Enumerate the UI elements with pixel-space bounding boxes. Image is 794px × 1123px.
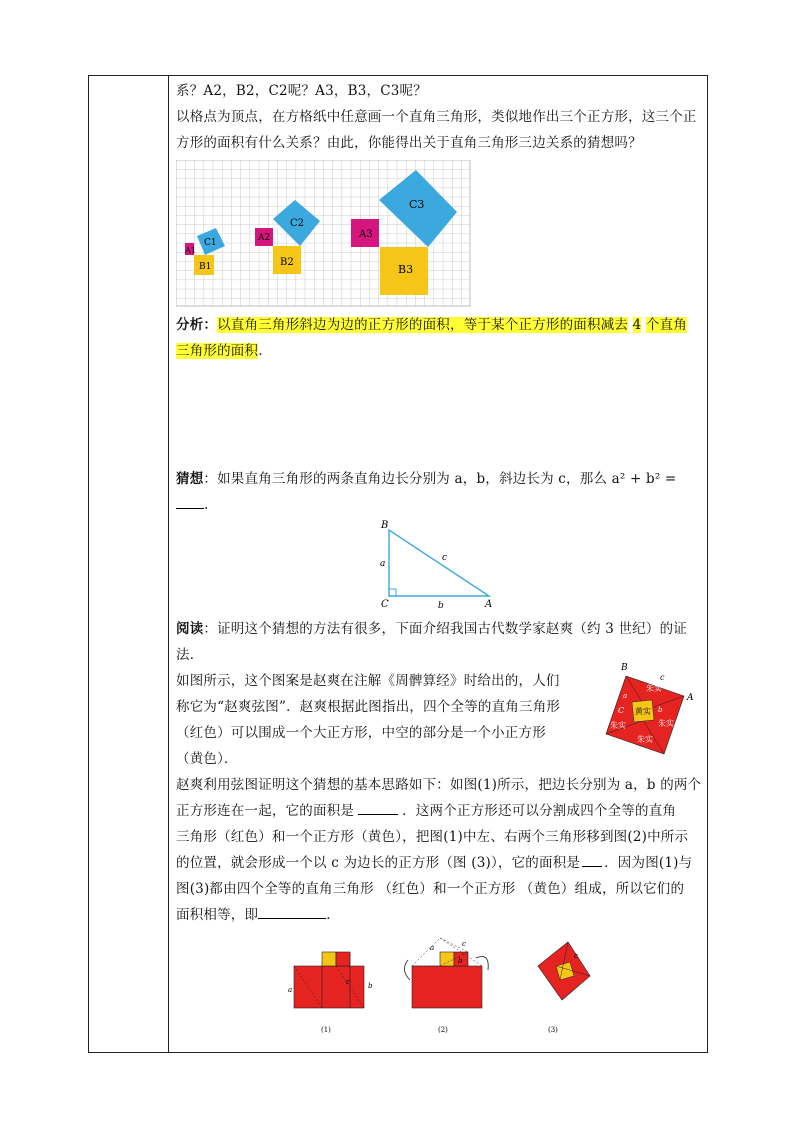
label-c1: C1 xyxy=(204,238,217,248)
guess-blank[interactable] xyxy=(176,494,204,509)
xian-side-b: b xyxy=(658,706,663,714)
proof-figures xyxy=(176,936,704,1036)
intro-line-2: 称它为“赵爽弦图”．赵爽根据此图指出，四个全等的直角三角形 xyxy=(176,699,561,715)
line-1: 系？A2，B2，C2呢？A3，B3，C3呢？ xyxy=(176,83,427,99)
zhu-shi-4: 朱实 xyxy=(637,735,653,744)
column-divider xyxy=(168,76,169,1052)
lesson-table xyxy=(88,75,708,1053)
equation-blank[interactable] xyxy=(258,904,326,919)
xian-side-a: a xyxy=(623,692,628,700)
vertex-c: C xyxy=(381,599,389,610)
label-c3: C3 xyxy=(409,198,425,211)
guess-label: 猜想 xyxy=(176,471,204,487)
intro-line-3: （红色）可以围成一个大正方形，中空的部分是一个小正方形 xyxy=(176,725,546,741)
fig1-caption: (1) xyxy=(321,1026,331,1034)
huang-shi: 黄实 xyxy=(635,707,651,716)
analysis-label: 分析 xyxy=(176,317,204,333)
fig3-caption: (3) xyxy=(548,1026,558,1034)
zhu-shi-1: 朱实 xyxy=(646,684,662,693)
label-c2: C2 xyxy=(290,218,305,229)
fig2-caption: (2) xyxy=(438,1026,448,1034)
label-b3: B3 xyxy=(398,263,414,276)
proof-line-1: 赵爽利用弦图证明这个猜想的基本思路如下：如图(1)所示，把边长分别为 a，b 的两个 xyxy=(176,777,702,793)
guess-text: ：如果直角三角形的两条直角边长分别为 a，b，斜边长为 c，那么 a² + b² = xyxy=(203,471,677,487)
area-blank-2[interactable] xyxy=(582,852,602,867)
figure-2 xyxy=(404,938,488,1034)
label-a1: A1 xyxy=(185,246,196,255)
guess-line xyxy=(176,466,704,492)
figure-3 xyxy=(538,942,590,1034)
proof-line-5: 图(3)都由四个全等的直角三角形 （红色）和一个正方形 （黄色）组成，所以它们的 xyxy=(176,881,685,897)
zhu-shi-3: 朱实 xyxy=(658,719,674,728)
fig2-a: a xyxy=(430,944,435,952)
proof-line-3: 三角形（红色）和一个正方形（黄色），把图(1)中左、右两个三角形移到图(2)中所示 xyxy=(176,829,689,845)
analysis-line-2: 三角形的面积. xyxy=(176,343,263,359)
fig3-c: c xyxy=(574,952,578,960)
line-2: 以格点为顶点，在方格纸中任意画一个直角三角形，类似地作出三个正方形，这三个正 xyxy=(176,109,697,125)
label-b1: B1 xyxy=(199,262,212,272)
fig1-c: c xyxy=(346,978,350,986)
fig2-b: b xyxy=(458,957,463,965)
vertex-a: A xyxy=(485,599,493,610)
intro-line-4: （黄色）． xyxy=(176,751,238,767)
side-c: c xyxy=(442,553,448,563)
grid-squares-figure xyxy=(176,160,472,308)
side-b: b xyxy=(438,601,444,610)
xian-a: A xyxy=(687,693,694,703)
label-a2: A2 xyxy=(258,233,271,243)
xian-c: C xyxy=(618,706,625,715)
read-label: 阅读 xyxy=(176,621,204,637)
analysis-num: 4 xyxy=(632,317,642,333)
content-cell xyxy=(176,76,704,1036)
vertex-b: B xyxy=(381,520,389,531)
xian-side-c: c xyxy=(660,673,665,682)
zhao-shuang-xian-tu xyxy=(602,658,702,762)
label-a3: A3 xyxy=(359,229,373,240)
xian-tu-block xyxy=(176,663,704,772)
xian-b: B xyxy=(621,663,628,673)
analysis-text: 以直角三角形斜边为边的正方形的面积，等于某个正方形的面积减去 xyxy=(217,317,629,333)
read-line-1: 阅读：证明这个猜想的方法有很多，下面介绍我国古代数学家赵爽（约 3 世纪）的证 xyxy=(176,621,687,637)
zhu-shi-2: 朱实 xyxy=(610,721,626,730)
intro-line-1: 如图所示，这个图案是赵爽在注解《周髀算经》时给出的，人们 xyxy=(176,673,560,689)
fig1-b: b xyxy=(368,982,373,990)
area-blank-1[interactable] xyxy=(358,800,398,815)
side-a: a xyxy=(380,559,386,569)
proof-line-2: 正方形连在一起，它的面积是 ．这两个正方形还可以分割成四个全等的直角 xyxy=(176,798,704,824)
proof-line-6: 面积相等，即 ． xyxy=(176,902,704,928)
label-b2: B2 xyxy=(280,257,294,268)
analysis-line-1: 分析：以直角三角形斜边为边的正方形的面积，等于某个正方形的面积减去 4 个直角 xyxy=(176,317,688,333)
figure-1 xyxy=(288,952,373,1034)
line-3: 方形的面积有什么关系？由此，你能得出关于直角三角形三边关系的猜想吗？ xyxy=(176,135,642,151)
right-triangle-figure xyxy=(176,520,704,610)
guess-line-2: . xyxy=(176,492,704,518)
fig2-c: c xyxy=(462,940,466,948)
proof-line-4: 的位置，就会形成一个以 c 为边长的正方形（图 (3)），它的面积是 ．因为图(1)与 xyxy=(176,850,704,876)
fig1-a: a xyxy=(288,986,293,994)
read-line-2: 法． xyxy=(176,647,204,663)
